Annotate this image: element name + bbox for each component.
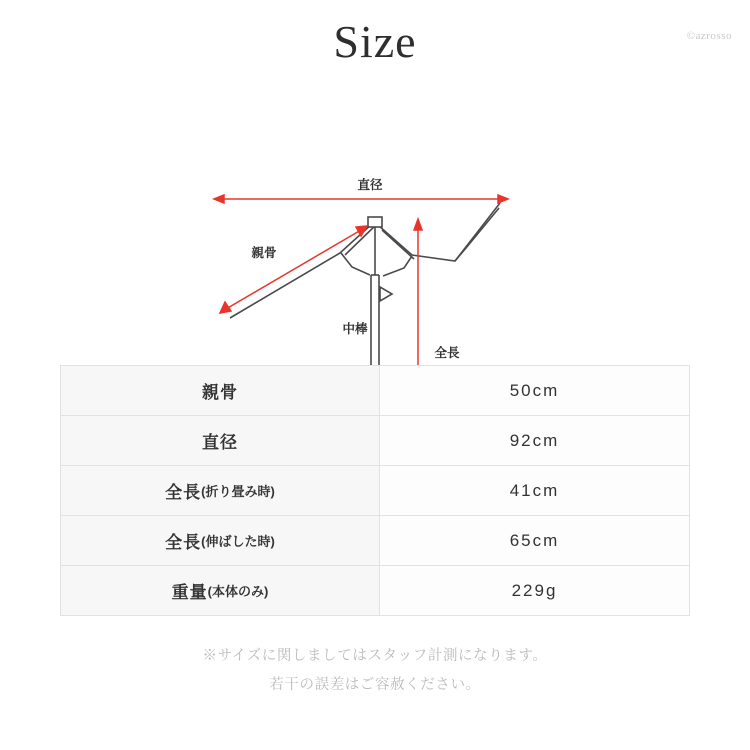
row-label-text: 全長: [165, 533, 202, 553]
row-value: 65cm: [380, 516, 689, 565]
watermark: ©azrosso: [686, 30, 732, 42]
row-value: 41cm: [380, 466, 689, 515]
label-total-length: 全長: [434, 345, 460, 361]
note-line-2: 若干の誤差はご容赦ください。: [269, 677, 481, 694]
note-line-1: ※サイズに関しましてはスタッフ計測になります。: [202, 648, 548, 665]
row-label: [61, 366, 380, 415]
table-row: [61, 466, 689, 516]
table-row: [61, 516, 689, 566]
row-label: [61, 566, 380, 615]
row-label-sub: (折り畳み時): [201, 484, 275, 500]
table-row: [61, 366, 689, 416]
row-label-sub: (本体のみ): [207, 584, 269, 600]
row-label-sub: (伸ばした時): [201, 534, 275, 550]
table-row: [61, 416, 689, 466]
label-shaft: 中棒: [342, 321, 368, 337]
row-label: [61, 466, 380, 515]
label-diameter: 直径: [357, 177, 383, 193]
row-value: 229g: [380, 566, 689, 615]
size-table: [60, 365, 690, 616]
row-value: 92cm: [380, 416, 689, 465]
notes: [0, 642, 750, 700]
page-title: Size: [333, 16, 417, 67]
label-rib: 親骨: [251, 245, 277, 261]
table-row: [61, 566, 689, 616]
umbrella-diagram: [0, 75, 750, 365]
row-label-text: 直径: [202, 433, 238, 453]
row-label-text: 親骨: [202, 383, 238, 403]
row-label-text: 全長: [165, 483, 202, 503]
row-value: 50cm: [380, 366, 689, 415]
row-label: [61, 416, 380, 465]
row-label-text: 重量: [171, 583, 208, 603]
row-label: [61, 516, 380, 565]
